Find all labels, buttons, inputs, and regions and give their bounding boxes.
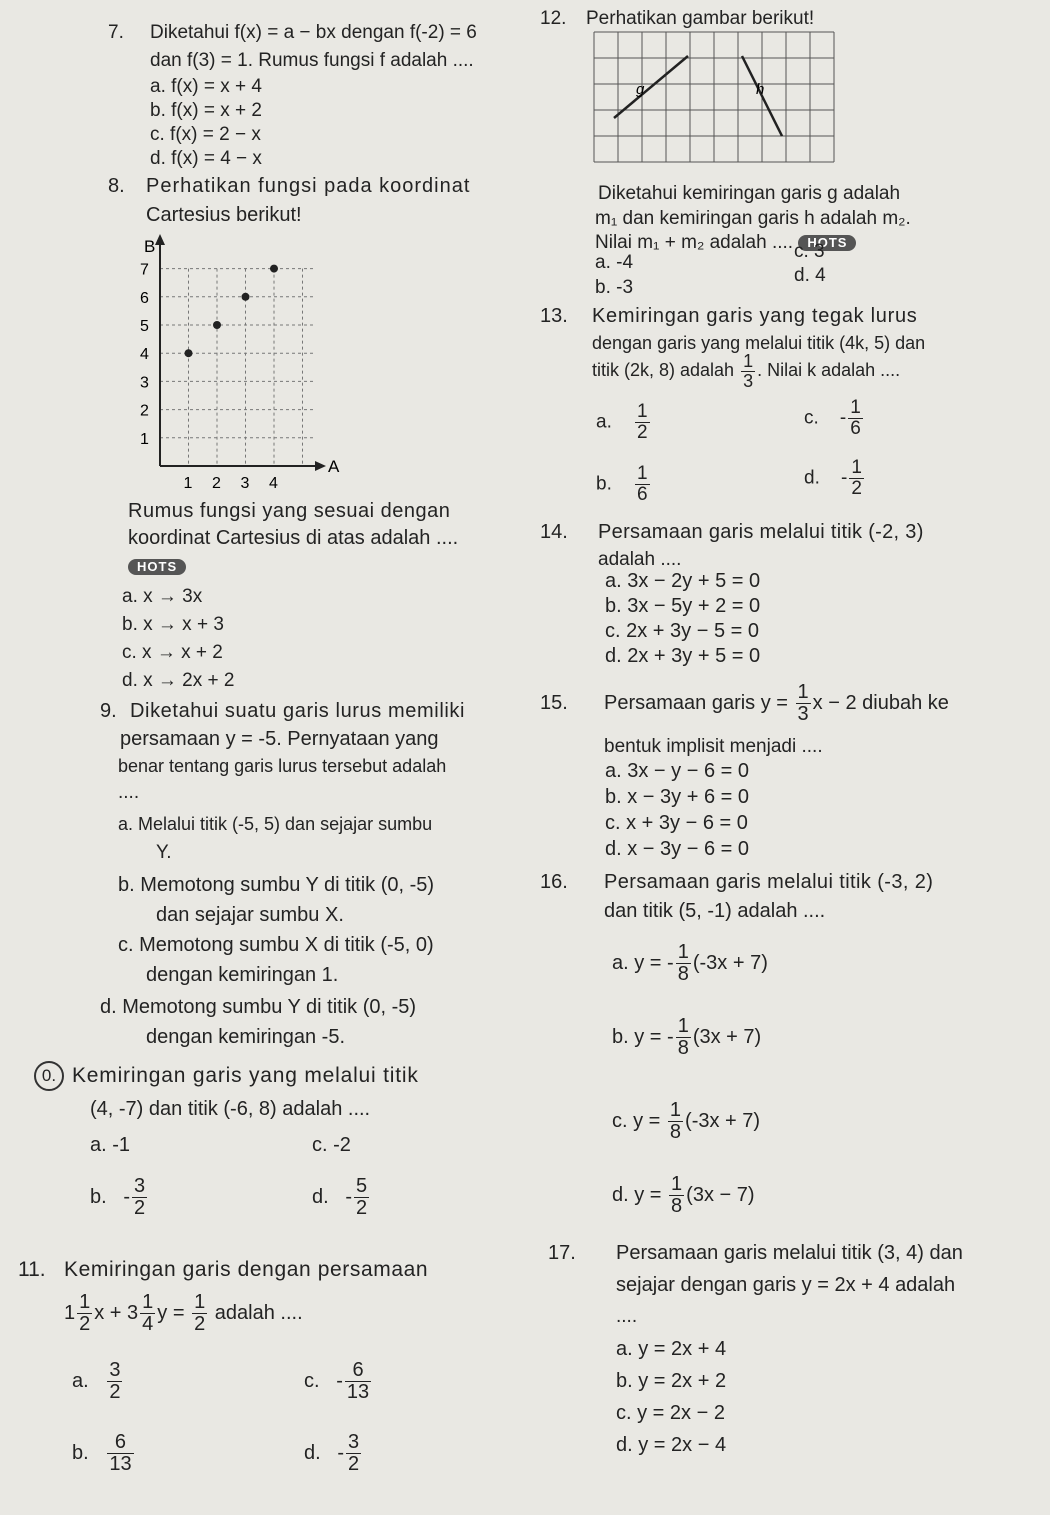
q14-option-c[interactable]: c. 2x + 3y − 5 = 0 [605, 620, 759, 642]
line-h-label: h [756, 81, 765, 98]
q9-stem-line3: benar tentang garis lurus tersebut adalah [118, 756, 447, 776]
eq-segment: x + 3 [94, 1301, 139, 1324]
y-tick-label: 6 [140, 289, 149, 307]
q17-option-d[interactable]: d. y = 2x − 4 [616, 1434, 727, 1456]
numerator: 1 [797, 681, 809, 703]
q11-option-a[interactable] [72, 1360, 124, 1403]
y-tick-label: 7 [140, 261, 149, 279]
y-axis-arrow-icon [155, 234, 165, 245]
option-text: a. y = - [612, 951, 674, 974]
q14-number: 14. [540, 521, 568, 543]
option-text-end: (-3x + 7) [692, 951, 768, 974]
q16-stem-line1: Persamaan garis melalui titik (-3, 2) [604, 871, 934, 893]
q7-stem-line1: Diketahui f(x) = a − bx dengan f(-2) = 6 [150, 22, 477, 43]
q15-option-d[interactable]: d. x − 3y − 6 = 0 [605, 838, 749, 860]
q9-option-d[interactable]: d. Memotong sumbu Y di titik (0, -5) [100, 996, 417, 1018]
option-text: d. y = [612, 1183, 662, 1206]
numerator: 1 [677, 941, 689, 963]
x-tick-label: 1 [183, 475, 193, 492]
option-text-end: (-3x + 7) [685, 1109, 761, 1132]
q8-number: 8. [108, 175, 125, 197]
q13-stem-text-end: . Nilai k adalah .... [757, 360, 901, 381]
q7-number: 7. [108, 22, 124, 43]
data-point [185, 349, 193, 357]
q17-stem-line2: sejajar dengan garis y = 2x + 4 adalah [616, 1274, 956, 1296]
denominator: 6 [850, 417, 861, 439]
denominator: 2 [79, 1313, 91, 1335]
y-tick-label: 5 [140, 318, 149, 335]
fraction [849, 458, 864, 499]
q12-option-c[interactable]: c. 3 [794, 241, 825, 262]
q14-option-a[interactable]: a. 3x − 2y + 5 = 0 [605, 570, 761, 592]
minus-sign: - [839, 407, 847, 429]
minus-sign: - [336, 1369, 343, 1392]
q14-option-b[interactable]: b. 3x − 5y + 2 = 0 [605, 595, 761, 617]
q13-option-d[interactable] [804, 458, 866, 499]
q9-number: 9. [100, 700, 117, 722]
option-text-end: (3x − 7) [686, 1183, 755, 1206]
q11-option-b[interactable] [72, 1432, 136, 1475]
q7-stem-line2: dan f(3) = 1. Rumus fungsi f adalah .... [150, 50, 474, 71]
fraction [796, 682, 811, 725]
denominator: 8 [677, 963, 689, 985]
q9-option-d-cont: dengan kemiringan -5. [146, 1026, 346, 1048]
q10-stem-line2: (4, -7) dan titik (-6, 8) adalah .... [90, 1098, 371, 1120]
q13-option-a[interactable] [596, 402, 652, 443]
q16-option-c[interactable] [612, 1100, 760, 1143]
denominator: 3 [743, 370, 754, 391]
q12-desc-line1: Diketahui kemiringan garis g adalah [598, 183, 901, 204]
q7-option-d[interactable]: d. f(x) = 4 − x [150, 148, 262, 169]
option-label: c. [804, 407, 819, 429]
data-point [242, 293, 250, 301]
minus-sign: - [337, 1441, 345, 1464]
q17-stem-line3: .... [616, 1306, 638, 1327]
denominator: 8 [677, 1037, 689, 1059]
denominator: 3 [797, 703, 809, 725]
y-axis-label: B [144, 237, 156, 256]
q11-number: 11. [18, 1258, 46, 1281]
q7-option-a[interactable]: a. f(x) = x + 4 [150, 76, 262, 97]
denominator: 2 [851, 477, 862, 499]
numerator: 3 [348, 1431, 360, 1453]
denominator: 8 [671, 1195, 683, 1217]
option-label: a. [596, 411, 612, 433]
q9-option-b-cont: dan sejajar sumbu X. [156, 904, 344, 926]
q17-number: 17. [548, 1242, 576, 1264]
q8-stem-line4: koordinat Cartesius di atas adalah .... [128, 527, 459, 549]
q8-stem-line3: Rumus fungsi yang sesuai dengan [128, 500, 451, 522]
option-text: c. y = [612, 1109, 661, 1132]
q16-option-d[interactable] [612, 1174, 755, 1217]
q12-option-a[interactable]: a. -4 [595, 252, 634, 273]
option-label: b. [90, 1185, 107, 1208]
q9-stem-line1: Diketahui suatu garis lurus memiliki [130, 700, 466, 722]
q17-option-b[interactable]: b. y = 2x + 2 [616, 1370, 727, 1392]
fraction [132, 1176, 147, 1219]
numerator: 1 [851, 457, 862, 478]
q11-equation [64, 1292, 303, 1335]
data-point [270, 265, 278, 273]
q8-option-b[interactable]: b. x → x + 3 [122, 614, 224, 635]
y-tick-label: 3 [140, 374, 149, 392]
fraction [345, 1360, 371, 1403]
q13-stem-text: titik (2k, 8) adalah [592, 360, 735, 381]
y-tick-label: 1 [140, 430, 149, 448]
line-g-label: g [636, 81, 645, 98]
option-label: c. [304, 1369, 320, 1392]
q10-option-a[interactable]: a. -1 [90, 1134, 131, 1156]
numerator: 1 [677, 1015, 689, 1037]
q10-option-c[interactable]: c. -2 [312, 1134, 351, 1156]
numerator: 1 [743, 351, 754, 371]
q17-stem-line1: Persamaan garis melalui titik (3, 4) dan [616, 1242, 963, 1264]
minus-sign: - [123, 1185, 131, 1208]
q9-stem-line2: persamaan y = -5. Pernyataan yang [120, 728, 439, 750]
fraction [635, 464, 650, 505]
fraction [192, 1292, 207, 1335]
option-label: a. [72, 1369, 89, 1392]
numerator: 1 [636, 401, 648, 422]
q14-stem-line1: Persamaan garis melalui titik (-2, 3) [598, 521, 924, 543]
q13-option-c[interactable] [804, 398, 865, 439]
q15-option-c[interactable]: c. x + 3y − 6 = 0 [605, 812, 748, 834]
q11-stem-line1: Kemiringan garis dengan persamaan [64, 1258, 429, 1281]
q12-desc-line2: m₁ dan kemiringan garis h adalah m₂. [595, 208, 911, 229]
denominator: 2 [109, 1381, 121, 1403]
numerator: 6 [107, 1432, 133, 1454]
q8-option-a[interactable]: a. x → 3x [122, 586, 203, 607]
q16-option-a[interactable] [612, 942, 768, 985]
fraction [848, 398, 863, 439]
q7-option-b[interactable]: b. f(x) = x + 2 [150, 100, 262, 121]
q13-stem-line1: Kemiringan garis yang tegak lurus [592, 305, 918, 327]
q12-stem: Perhatikan gambar berikut! [586, 8, 815, 29]
numerator: 1 [194, 1291, 206, 1313]
numerator: 3 [109, 1359, 121, 1381]
q15-stem-line1 [604, 682, 949, 725]
q11-option-d[interactable] [304, 1432, 363, 1475]
y-tick-label: 4 [140, 346, 149, 364]
q9-option-b[interactable]: b. Memotong sumbu Y di titik (0, -5) [118, 874, 435, 896]
q8-option-d[interactable]: d. x → 2x + 2 [122, 670, 235, 691]
denominator: 2 [194, 1313, 206, 1335]
option-text: b. y = - [612, 1025, 674, 1048]
fraction [668, 1100, 683, 1143]
option-label: d. [804, 467, 820, 489]
q12-option-d[interactable]: d. 4 [794, 265, 826, 286]
q15-option-b[interactable]: b. x − 3y + 6 = 0 [605, 786, 749, 808]
hots-badge: HOTS [798, 235, 856, 252]
q11-option-c[interactable] [304, 1360, 373, 1403]
minus-sign: - [840, 467, 848, 489]
data-point [213, 321, 221, 329]
option-label: b. [72, 1441, 89, 1464]
q12-grid-figure [592, 30, 836, 166]
denominator: 2 [348, 1453, 360, 1475]
q16-option-b[interactable] [612, 1016, 761, 1059]
q17-option-a[interactable]: a. y = 2x + 4 [616, 1338, 727, 1360]
hots-badge: HOTS [128, 559, 186, 576]
q17-option-c[interactable]: c. y = 2x − 2 [616, 1402, 725, 1424]
y-tick-label: 2 [140, 402, 149, 420]
q9-stem-line4: .... [118, 782, 140, 803]
x-tick-label: 3 [240, 475, 250, 492]
eq-segment: y = [157, 1301, 185, 1324]
denominator: 13 [346, 1381, 370, 1403]
numerator: 6 [345, 1360, 371, 1382]
denominator: 2 [134, 1197, 146, 1219]
q10-option-b[interactable] [90, 1176, 149, 1219]
fraction [741, 352, 755, 391]
q14-stem-line2: adalah .... [598, 549, 682, 570]
option-label: d. [304, 1441, 321, 1464]
option-text-end: (3x + 7) [692, 1025, 762, 1048]
fraction [635, 402, 650, 443]
x-axis-label: A [328, 457, 340, 476]
denominator: 4 [142, 1313, 154, 1335]
fraction [107, 1432, 133, 1475]
numerator: 1 [669, 1099, 682, 1121]
q15-number: 15. [540, 692, 568, 714]
fraction [676, 942, 691, 985]
q8-option-c[interactable]: c. x → x + 2 [122, 642, 223, 663]
x-tick-label: 4 [269, 475, 278, 492]
q9-option-a-cont: Y. [156, 842, 172, 863]
numerator: 5 [356, 1175, 368, 1197]
fraction [346, 1432, 361, 1475]
numerator: 1 [142, 1291, 154, 1313]
numerator: 1 [636, 463, 648, 484]
fraction [140, 1292, 155, 1335]
q16-stem-line2: dan titik (5, -1) adalah .... [604, 900, 826, 922]
q10-option-d[interactable] [312, 1176, 371, 1219]
q15-stem-line2: bentuk implisit menjadi .... [604, 736, 823, 757]
q12-option-b[interactable]: b. -3 [595, 277, 634, 298]
denominator: 2 [356, 1197, 368, 1219]
q15-stem-text-end: x − 2 diubah ke [812, 691, 949, 714]
q9-option-c[interactable]: c. Memotong sumbu X di titik (-5, 0) [118, 934, 434, 956]
q9-option-c-cont: dengan kemiringan 1. [146, 964, 339, 986]
numerator: 1 [671, 1173, 683, 1195]
q14-option-d[interactable]: d. 2x + 3y + 5 = 0 [605, 645, 761, 667]
x-axis-arrow-icon [315, 461, 326, 471]
q8-stem-line2: Cartesius berikut! [146, 204, 302, 226]
numerator: 1 [850, 397, 861, 418]
numerator: 1 [79, 1291, 91, 1313]
q8-hots-wrap [128, 556, 186, 578]
q9-option-a[interactable]: a. Melalui titik (-5, 5) dan sejajar sumbu [118, 814, 433, 834]
option-label: d. [312, 1185, 329, 1208]
q12-desc-line3: Nilai m₁ + m₂ adalah .... [595, 232, 794, 253]
minus-sign: - [345, 1185, 353, 1208]
denominator: 13 [109, 1453, 132, 1475]
q8-stem-line1: Perhatikan fungsi pada koordinat [146, 175, 471, 197]
q13-stem-line3 [592, 352, 900, 391]
line-g [614, 56, 688, 118]
q8-coordinate-graph [100, 228, 360, 493]
denominator: 8 [669, 1121, 682, 1143]
q12-number: 12. [540, 8, 567, 29]
fraction [354, 1176, 369, 1219]
denominator: 6 [636, 483, 648, 505]
fraction [676, 1016, 691, 1059]
fraction [669, 1174, 684, 1217]
fraction [107, 1360, 122, 1403]
q16-number: 16. [540, 871, 568, 893]
option-label: b. [596, 473, 612, 495]
numerator: 3 [134, 1175, 146, 1197]
q15-option-a[interactable]: a. 3x − y − 6 = 0 [605, 760, 749, 782]
q15-stem-text: Persamaan garis y = [604, 691, 788, 714]
q7-option-c[interactable]: c. f(x) = 2 − x [150, 124, 261, 145]
q13-number: 13. [540, 305, 568, 327]
q10-number-circle: 0. [34, 1061, 64, 1091]
eq-end: adalah .... [214, 1301, 303, 1324]
fraction [77, 1292, 92, 1335]
q10-stem-line1: Kemiringan garis yang melalui titik [72, 1064, 419, 1087]
q13-option-b[interactable] [596, 464, 652, 505]
x-tick-label: 2 [212, 475, 221, 492]
whole-part: 1 [64, 1301, 76, 1324]
q13-stem-line2: dengan garis yang melalui titik (4k, 5) dan [592, 333, 926, 353]
denominator: 2 [636, 421, 648, 443]
